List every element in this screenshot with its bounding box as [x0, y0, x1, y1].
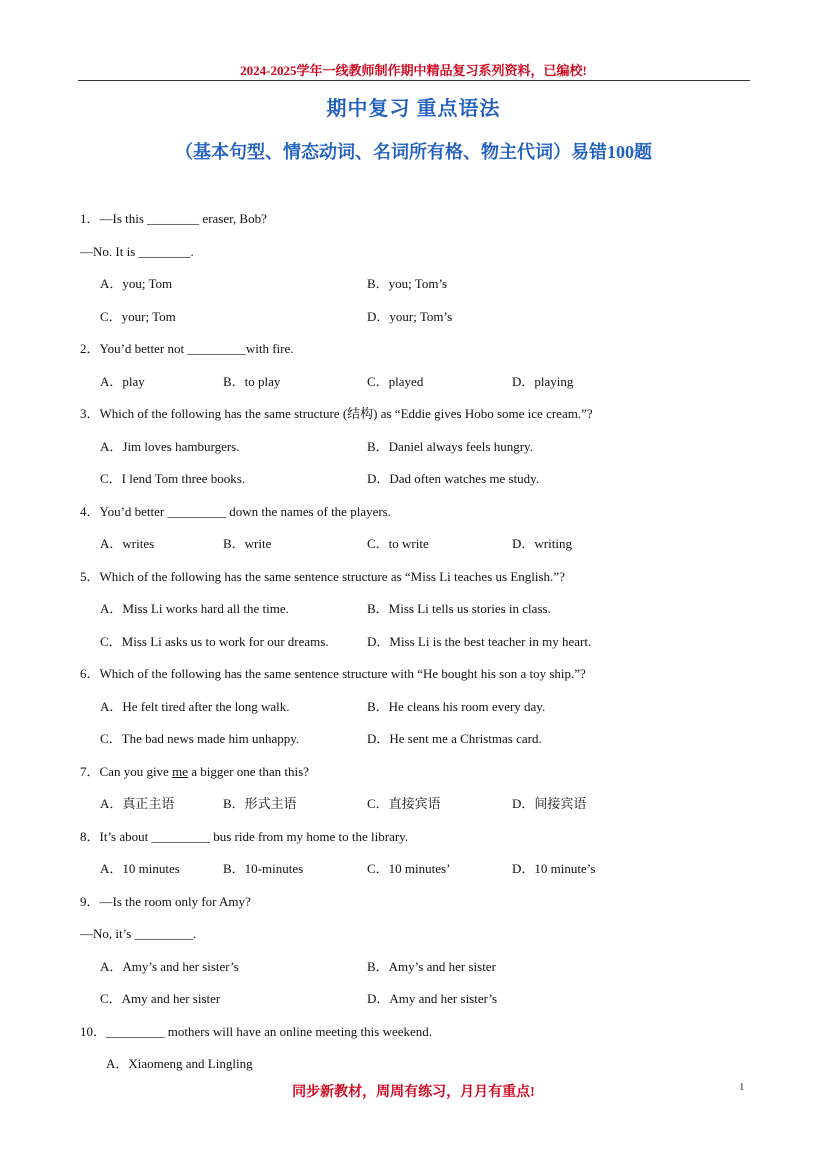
document-title: 期中复习 重点语法 — [326, 98, 501, 120]
question-5-option-c: C．Miss Li asks us to work for our dreams. — [100, 634, 329, 649]
question-1-stem-reply: —No. It is ________. — [80, 244, 194, 259]
document-subtitle: （基本句型、情态动词、名词所有格、物主代词）易错100题 — [175, 142, 652, 162]
question-5-option-a: A．Miss Li works hard all the time. — [100, 601, 289, 616]
question-3-option-a: A．Jim loves hamburgers. — [100, 439, 240, 454]
question-3-option-d: D．Dad often watches me study. — [367, 471, 540, 486]
question-4-option-c: C．to write — [367, 536, 429, 551]
question-4-option-b: B．write — [223, 536, 272, 551]
question-2-option-b: B．to play — [223, 374, 281, 389]
question-7-option-d: D．间接宾语 — [512, 796, 587, 811]
question-7-option-c: C．直接宾语 — [367, 796, 441, 811]
question-3-option-c: C．I lend Tom three books. — [100, 471, 246, 486]
question-9-option-d: D．Amy and her sister’s — [367, 991, 498, 1006]
question-3-stem: 3．Which of the following has the same structure (结构) as “Eddie gives Hobo some ice cream.”? — [80, 406, 593, 421]
question-6-option-c: C．The bad news made him unhappy. — [100, 731, 300, 746]
question-8-option-b: B．10-minutes — [223, 861, 304, 876]
page-number: 1 — [739, 1081, 745, 1093]
question-8-option-a: A．10 minutes — [100, 861, 180, 876]
question-9-option-a: A．Amy’s and her sister’s — [100, 959, 239, 974]
question-2-option-c: C．played — [367, 374, 424, 389]
question-2-stem: 2．You’d better not _________with fire. — [80, 341, 294, 356]
question-7-option-a: A．真正主语 — [100, 796, 175, 811]
question-7-underlined-word: me — [172, 764, 188, 779]
question-1-stem: 1．—Is this ________ eraser, Bob? — [80, 211, 267, 226]
question-4-stem: 4．You’d better _________ down the names of the players. — [80, 504, 391, 519]
question-6-stem: 6．Which of the following has the same sentence structure with “He bought his son a toy ship.”? — [80, 666, 586, 681]
question-7-stem-pre: 7．Can you give — [80, 764, 173, 779]
header-divider — [78, 80, 750, 81]
question-4-option-d: D．writing — [512, 536, 572, 551]
document-footer: 同步新教材，周周有练习，月月有重点! — [292, 1085, 535, 1100]
question-9-stem: 9．—Is the room only for Amy? — [80, 894, 251, 909]
question-6-option-d: D．He sent me a Christmas card. — [367, 731, 542, 746]
question-6-option-a: A．He felt tired after the long walk. — [100, 699, 290, 714]
question-7-stem-post: a bigger one than this? — [187, 764, 309, 779]
question-5-option-b: B．Miss Li tells us stories in class. — [367, 601, 551, 616]
question-9-option-b: B．Amy’s and her sister — [367, 959, 496, 974]
question-7-option-b: B．形式主语 — [223, 796, 297, 811]
question-9-option-c: C．Amy and her sister — [100, 991, 221, 1006]
question-1-option-c: C．your; Tom — [100, 309, 176, 324]
question-2-option-d: D．playing — [512, 374, 574, 389]
question-10-option-a: A．Xiaomeng and Lingling — [106, 1056, 253, 1071]
question-8-option-d: D．10 minute’s — [512, 861, 596, 876]
question-8-option-c: C．10 minutes’ — [367, 861, 451, 876]
document-header: 2024-2025学年一线教师制作期中精品复习系列资料，已编校! — [240, 63, 587, 78]
question-7-stem — [80, 764, 309, 780]
question-2-option-a: A．play — [100, 374, 145, 389]
question-1-option-b: B．you; Tom’s — [367, 276, 448, 291]
question-1-option-a: A．you; Tom — [100, 276, 173, 291]
question-10-stem: 10．_________ mothers will have an online meeting this weekend. — [80, 1024, 433, 1039]
question-5-stem: 5．Which of the following has the same sentence structure as “Miss Li teaches us English.”? — [80, 569, 565, 584]
question-8-stem: 8．It’s about _________ bus ride from my home to the library. — [80, 829, 409, 844]
question-6-option-b: B．He cleans his room every day. — [367, 699, 546, 714]
question-4-option-a: A．writes — [100, 536, 155, 551]
question-5-option-d: D．Miss Li is the best teacher in my heart. — [367, 634, 592, 649]
question-3-option-b: B．Daniel always feels hungry. — [367, 439, 533, 454]
question-9-stem-reply: —No, it’s _________. — [80, 926, 197, 941]
question-1-option-d: D．your; Tom’s — [367, 309, 453, 324]
